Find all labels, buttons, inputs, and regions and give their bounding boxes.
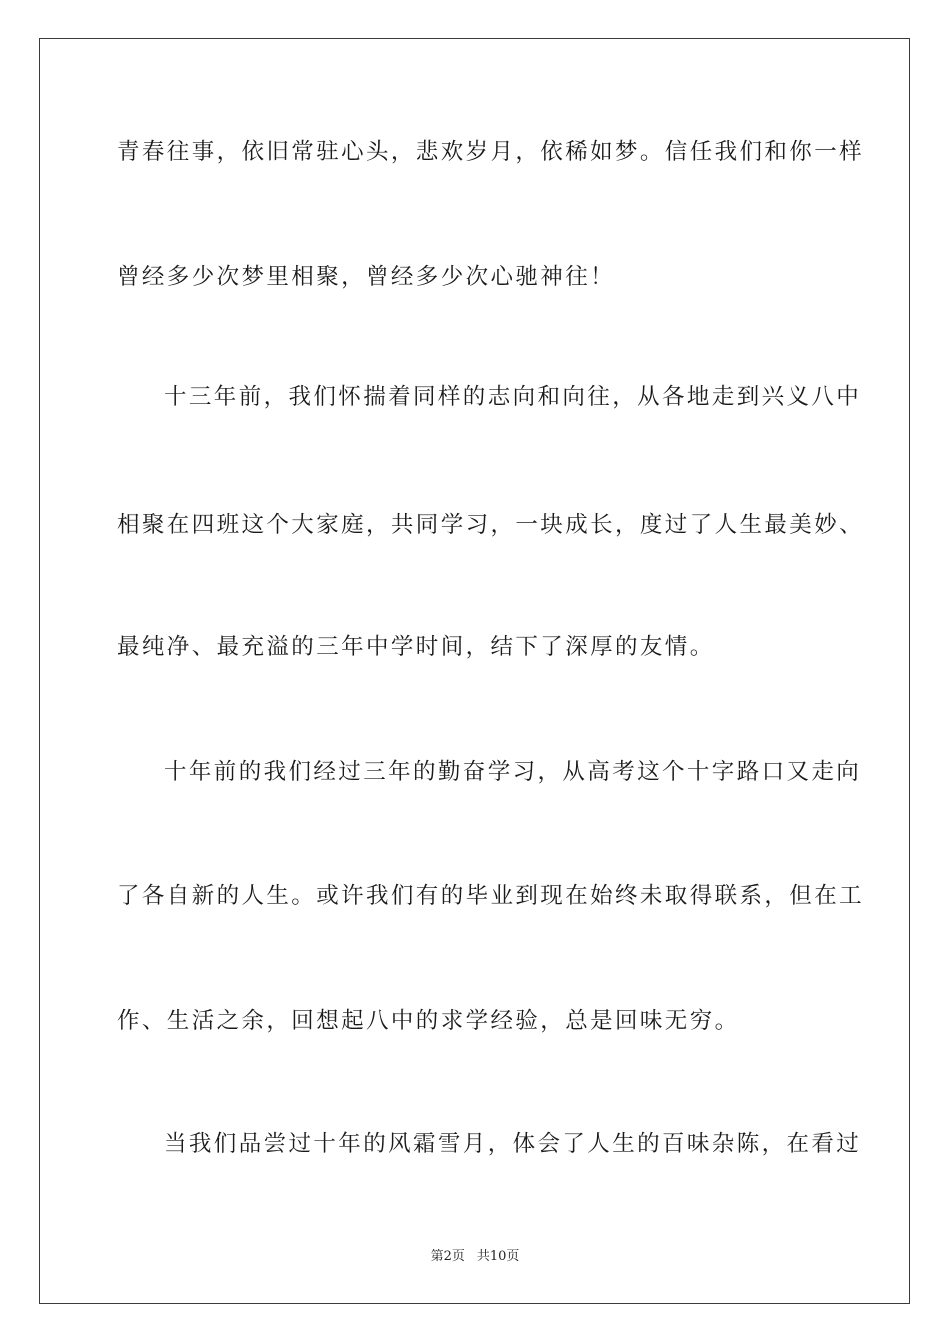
text-line-9: 当我们品尝过十年的风霜雪月，体会了人生的百味杂陈，在看过 (164, 1131, 862, 1157)
text-line-8: 作、生活之余，回想起八中的求学经验，总是回味无穷。 (117, 1008, 740, 1034)
page-number: 第2页 (430, 1249, 465, 1264)
text-line-6: 十年前的我们经过三年的勤奋学习，从高考这个十字路口又走向 (164, 759, 862, 785)
text-line-7: 了各自新的人生。或许我们有的毕业到现在始终未取得联系，但在工 (117, 883, 865, 909)
text-line-2: 曾经多少次梦里相聚，曾经多少次心驰神往！ (117, 264, 616, 290)
text-line-4: 相聚在四班这个大家庭，共同学习，一块成长，度过了人生最美妙、 (117, 512, 865, 538)
page-footer (0, 1248, 950, 1266)
page-total: 共10页 (476, 1249, 520, 1264)
text-line-5: 最纯净、最充溢的三年中学时间，结下了深厚的友情。 (117, 634, 715, 660)
text-line-1: 青春往事，依旧常驻心头，悲欢岁月，依稀如梦。信任我们和你一样 (117, 139, 865, 165)
text-line-3: 十三年前，我们怀揣着同样的志向和向往，从各地走到兴义八中 (164, 384, 862, 410)
page-border (39, 38, 910, 1304)
